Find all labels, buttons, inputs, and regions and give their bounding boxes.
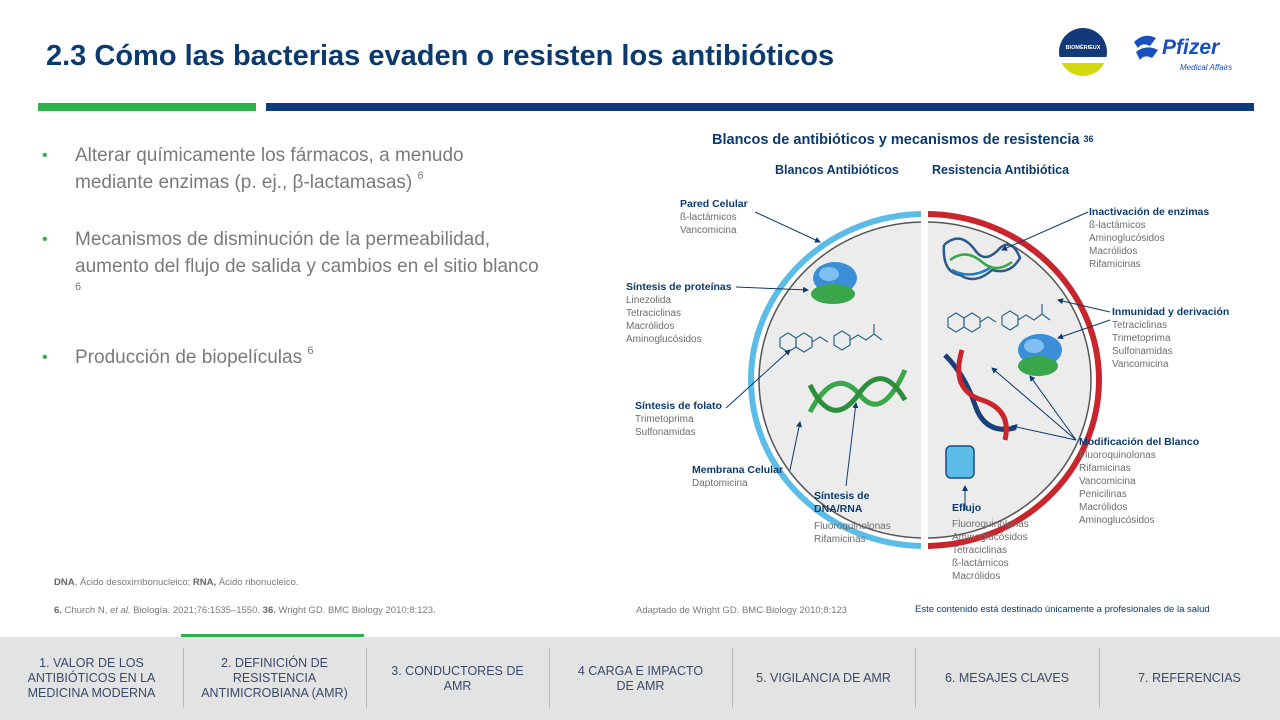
nav-item-vigilancia[interactable]: 5. VIGILANCIA DE AMR	[756, 671, 891, 685]
svg-text:Medical Affairs: Medical Affairs	[1180, 63, 1233, 72]
label-target-modification: Modificación del Blanco Fluoroquinolonas Rifamicinas Vancomicina Penicilinas Macrólidos Aminoglucósidos	[1079, 436, 1200, 526]
label-cell-membrane: Membrana Celular Daptomicina	[692, 464, 784, 489]
nav-item-referencias[interactable]: 7. REFERENCIAS	[1138, 671, 1241, 685]
label-enzyme-inactivation: Inactivación de enzimas ß-lactámicos Aminoglucósidos Macrólidos Rifamicinas	[1089, 206, 1210, 270]
title-underline-blue	[266, 103, 1254, 111]
figure-source: Adaptado de Wright GD. BMC Biology 2010;8:123	[636, 605, 848, 616]
label-efflux: Eflujo Fluoroquinolonas Aminoglucósidos Tetraciclinas ß-lactámicos Macrólidos	[952, 502, 1029, 582]
bullet-text: Mecanismos de disminución de la permeabilidad, aumento del flujo de salida y cambios en el sitio blanco	[75, 229, 539, 277]
column-heading-targets: Blancos Antibióticos	[775, 163, 899, 177]
figure-title-ref: 36	[1083, 134, 1094, 144]
label-dna-rna-synthesis: Síntesis de DNA/RNA Fluoroquinolonas Rifamicinas	[814, 490, 891, 545]
section-nav	[0, 637, 1280, 720]
bullet-ref: 6	[75, 281, 82, 293]
nav-item-definicion[interactable]: 2. DEFINICIÓN DE RESISTENCIA ANTIMICROBIANA (AMR)	[201, 656, 348, 700]
nav-item-mensajes[interactable]: 6. MESAJES CLAVES	[944, 671, 1070, 685]
bullet-dot-icon: •	[42, 147, 48, 164]
bullet-item	[42, 142, 542, 196]
svg-text:BIOMÉRIEUX: BIOMÉRIEUX	[1065, 45, 1101, 51]
ribosome-icon	[811, 262, 857, 304]
bullet-ref: 6	[417, 170, 424, 182]
title-underline-green	[38, 103, 256, 111]
bullet-item	[42, 344, 542, 371]
nav-item-valor[interactable]: 1. VALOR DE LOS ANTIBIÓTICOS EN LA MEDICINA MODERNA	[27, 656, 156, 700]
svg-text:Pfizer: Pfizer	[1162, 36, 1220, 59]
nav-item-carga[interactable]: 4 CARGA E IMPACTO DE AMR	[577, 663, 704, 693]
label-folate-synthesis: Síntesis de folato Trimetoprima Sulfonamidas	[635, 400, 722, 438]
efflux-pump-icon	[946, 446, 974, 478]
ribosome-icon	[1018, 334, 1062, 376]
bullet-text: Producción de biopelículas	[75, 347, 303, 368]
pfizer-logo	[1130, 28, 1240, 74]
bullet-dot-icon: •	[42, 231, 48, 248]
figure-title: Blancos de antibióticos y mecanismos de resistencia $^{36}$	[712, 132, 1094, 148]
label-protein-synthesis: Síntesis de proteínas Linezolida Tetraciclinas Macrólidos Aminoglucósidos	[626, 281, 732, 345]
label-immunity-bypass: Inmunidad y derivación Tetraciclinas Trimetoprima Sulfonamidas Vancomicina	[1112, 306, 1230, 370]
bullet-text: Alterar químicamente los fármacos, a menudo mediante enzimas (p. ej., β-lactamasas)	[75, 145, 464, 193]
biomerieux-logo	[1058, 27, 1108, 77]
abbreviations-footnote: DNA, Ácido desoxirribonucleico; RNA, Ácido ribonucleico.	[54, 577, 299, 588]
slide-title: 2.3 Cómo las bacterias evaden o resisten los antibióticos	[46, 40, 835, 72]
bullet-ref: 6	[307, 345, 314, 357]
bullet-dot-icon: •	[42, 349, 48, 366]
column-heading-resistance: Resistencia Antibiótica	[932, 163, 1070, 177]
label-cell-wall: Pared Celular ß-lactámicos Vancomicina	[680, 198, 748, 236]
nav-item-conductores[interactable]: 3. CONDUCTORES DE AMR	[391, 663, 524, 693]
bullet-item	[42, 226, 542, 307]
references-footnote: 6. Church N, et al. Biología. 2021;76:1535–1550. 36. Wright GD. BMC Biology 2010;8:123.	[54, 605, 436, 616]
disclaimer-text: Este contenido está destinado únicamente a profesionales de la salud	[915, 604, 1210, 615]
